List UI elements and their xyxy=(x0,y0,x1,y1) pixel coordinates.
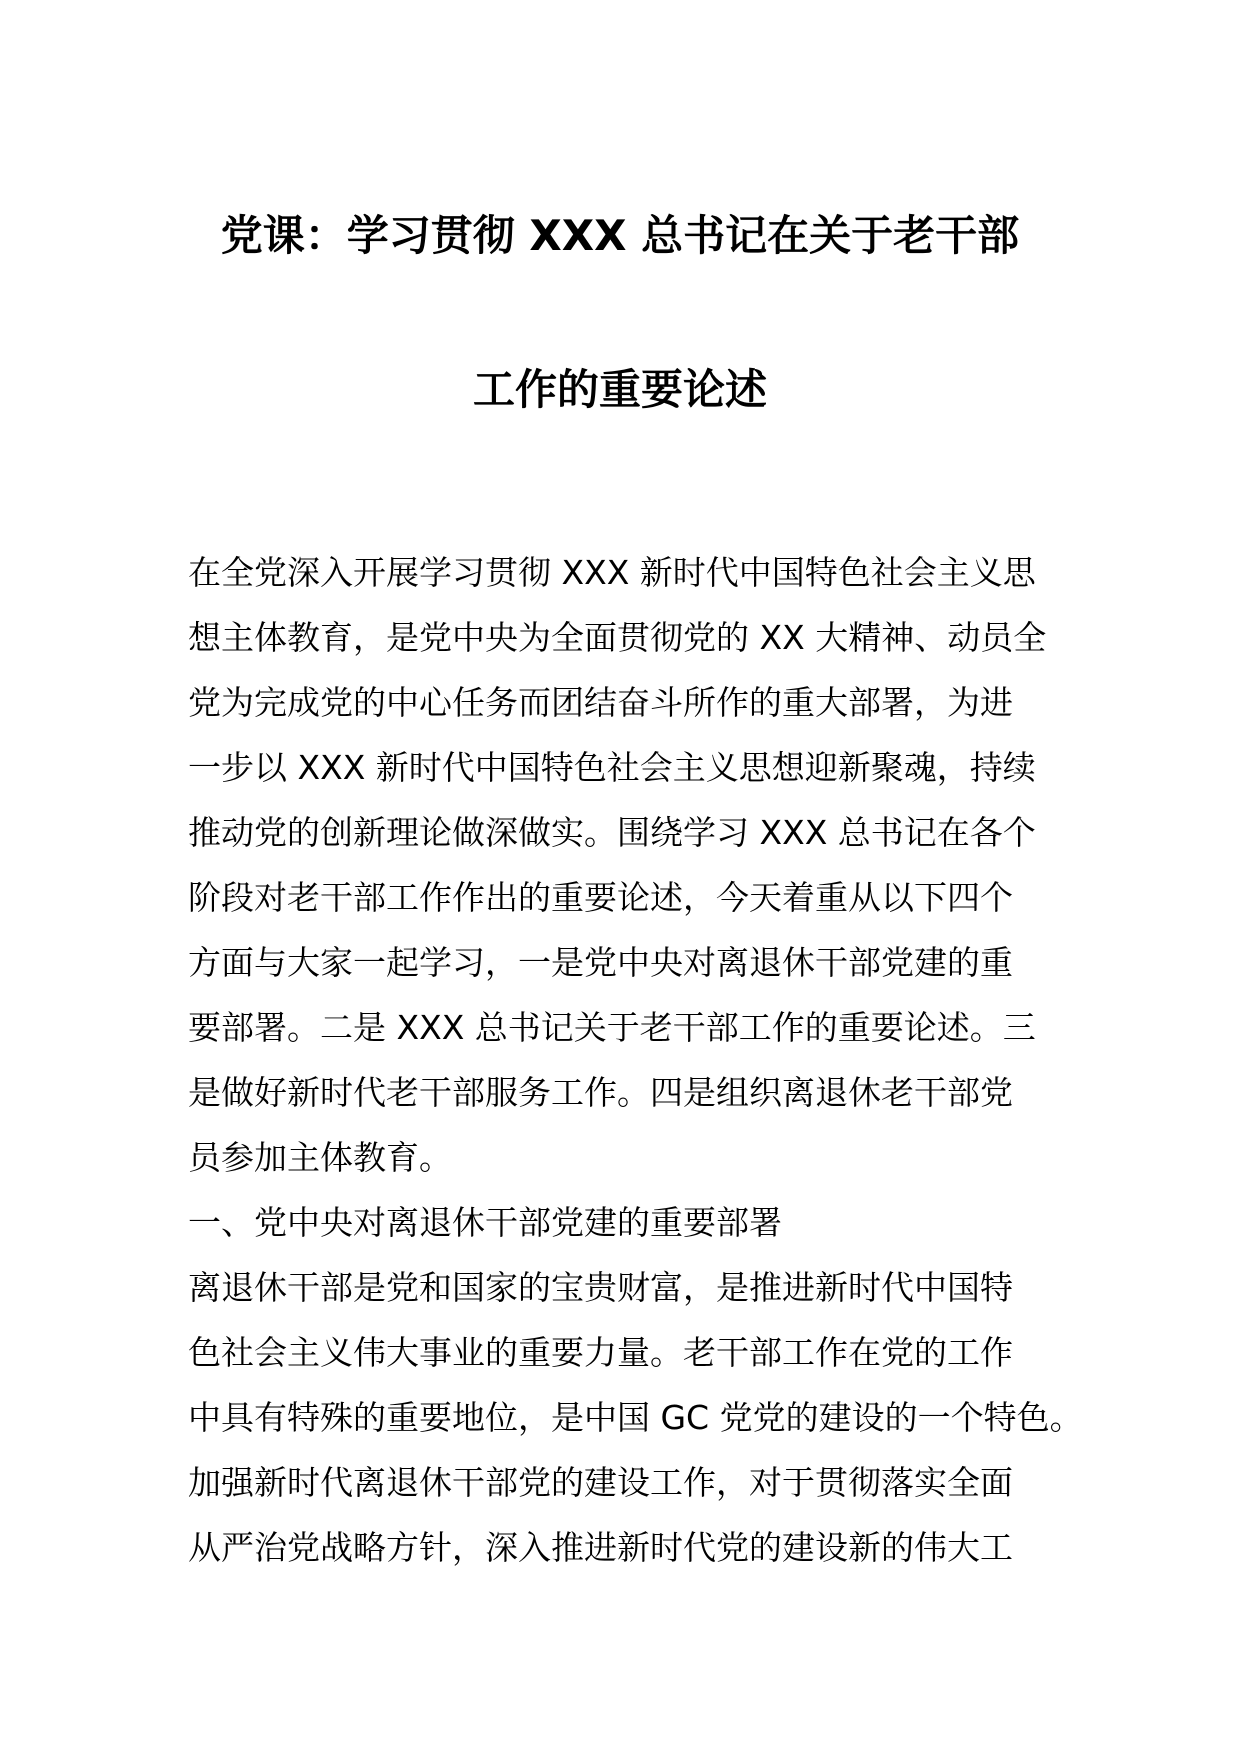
body-line: 员参加主体教育。 xyxy=(188,1138,452,1177)
document-title-line-2: 工作的重要论述 xyxy=(472,365,767,414)
body-line: 中具有特殊的重要地位，是中国 GC 党党的建设的一个特色。 xyxy=(188,1398,1083,1437)
body-line: 在全党深入开展学习贯彻 XXX 新时代中国特色社会主义思 xyxy=(188,553,1036,592)
body-line: 要部署。二是 XXX 总书记关于老干部工作的重要论述。三 xyxy=(188,1008,1036,1047)
body-line: 是做好新时代老干部服务工作。四是组织离退休老干部党 xyxy=(188,1073,1013,1112)
body-line: 色社会主义伟大事业的重要力量。老干部工作在党的工作 xyxy=(188,1333,1013,1372)
body-line: 党为完成党的中心任务而团结奋斗所作的重大部署，为进 xyxy=(188,683,1013,722)
body-line: 从严治党战略方针，深入推进新时代党的建设新的伟大工 xyxy=(188,1528,1013,1567)
document-title-line-1: 党课：学习贯彻 XXX 总书记在关于老干部 xyxy=(220,211,1020,260)
body-line: 离退休干部是党和国家的宝贵财富，是推进新时代中国特 xyxy=(188,1268,1013,1307)
body-line: 加强新时代离退休干部党的建设工作，对于贯彻落实全面 xyxy=(188,1463,1013,1502)
body-line: 推动党的创新理论做深做实。围绕学习 XXX 总书记在各个 xyxy=(188,813,1036,852)
body-line: 一步以 XXX 新时代中国特色社会主义思想迎新聚魂，持续 xyxy=(188,748,1036,787)
document-body xyxy=(188,540,1083,1580)
body-line: 阶段对老干部工作作出的重要论述，今天着重从以下四个 xyxy=(188,878,1013,917)
section-heading: 一、党中央对离退休干部党建的重要部署 xyxy=(188,1203,782,1242)
body-line: 方面与大家一起学习，一是党中央对离退休干部党建的重 xyxy=(188,943,1013,982)
body-line: 想主体教育，是党中央为全面贯彻党的 XX 大精神、动员全 xyxy=(188,618,1047,657)
